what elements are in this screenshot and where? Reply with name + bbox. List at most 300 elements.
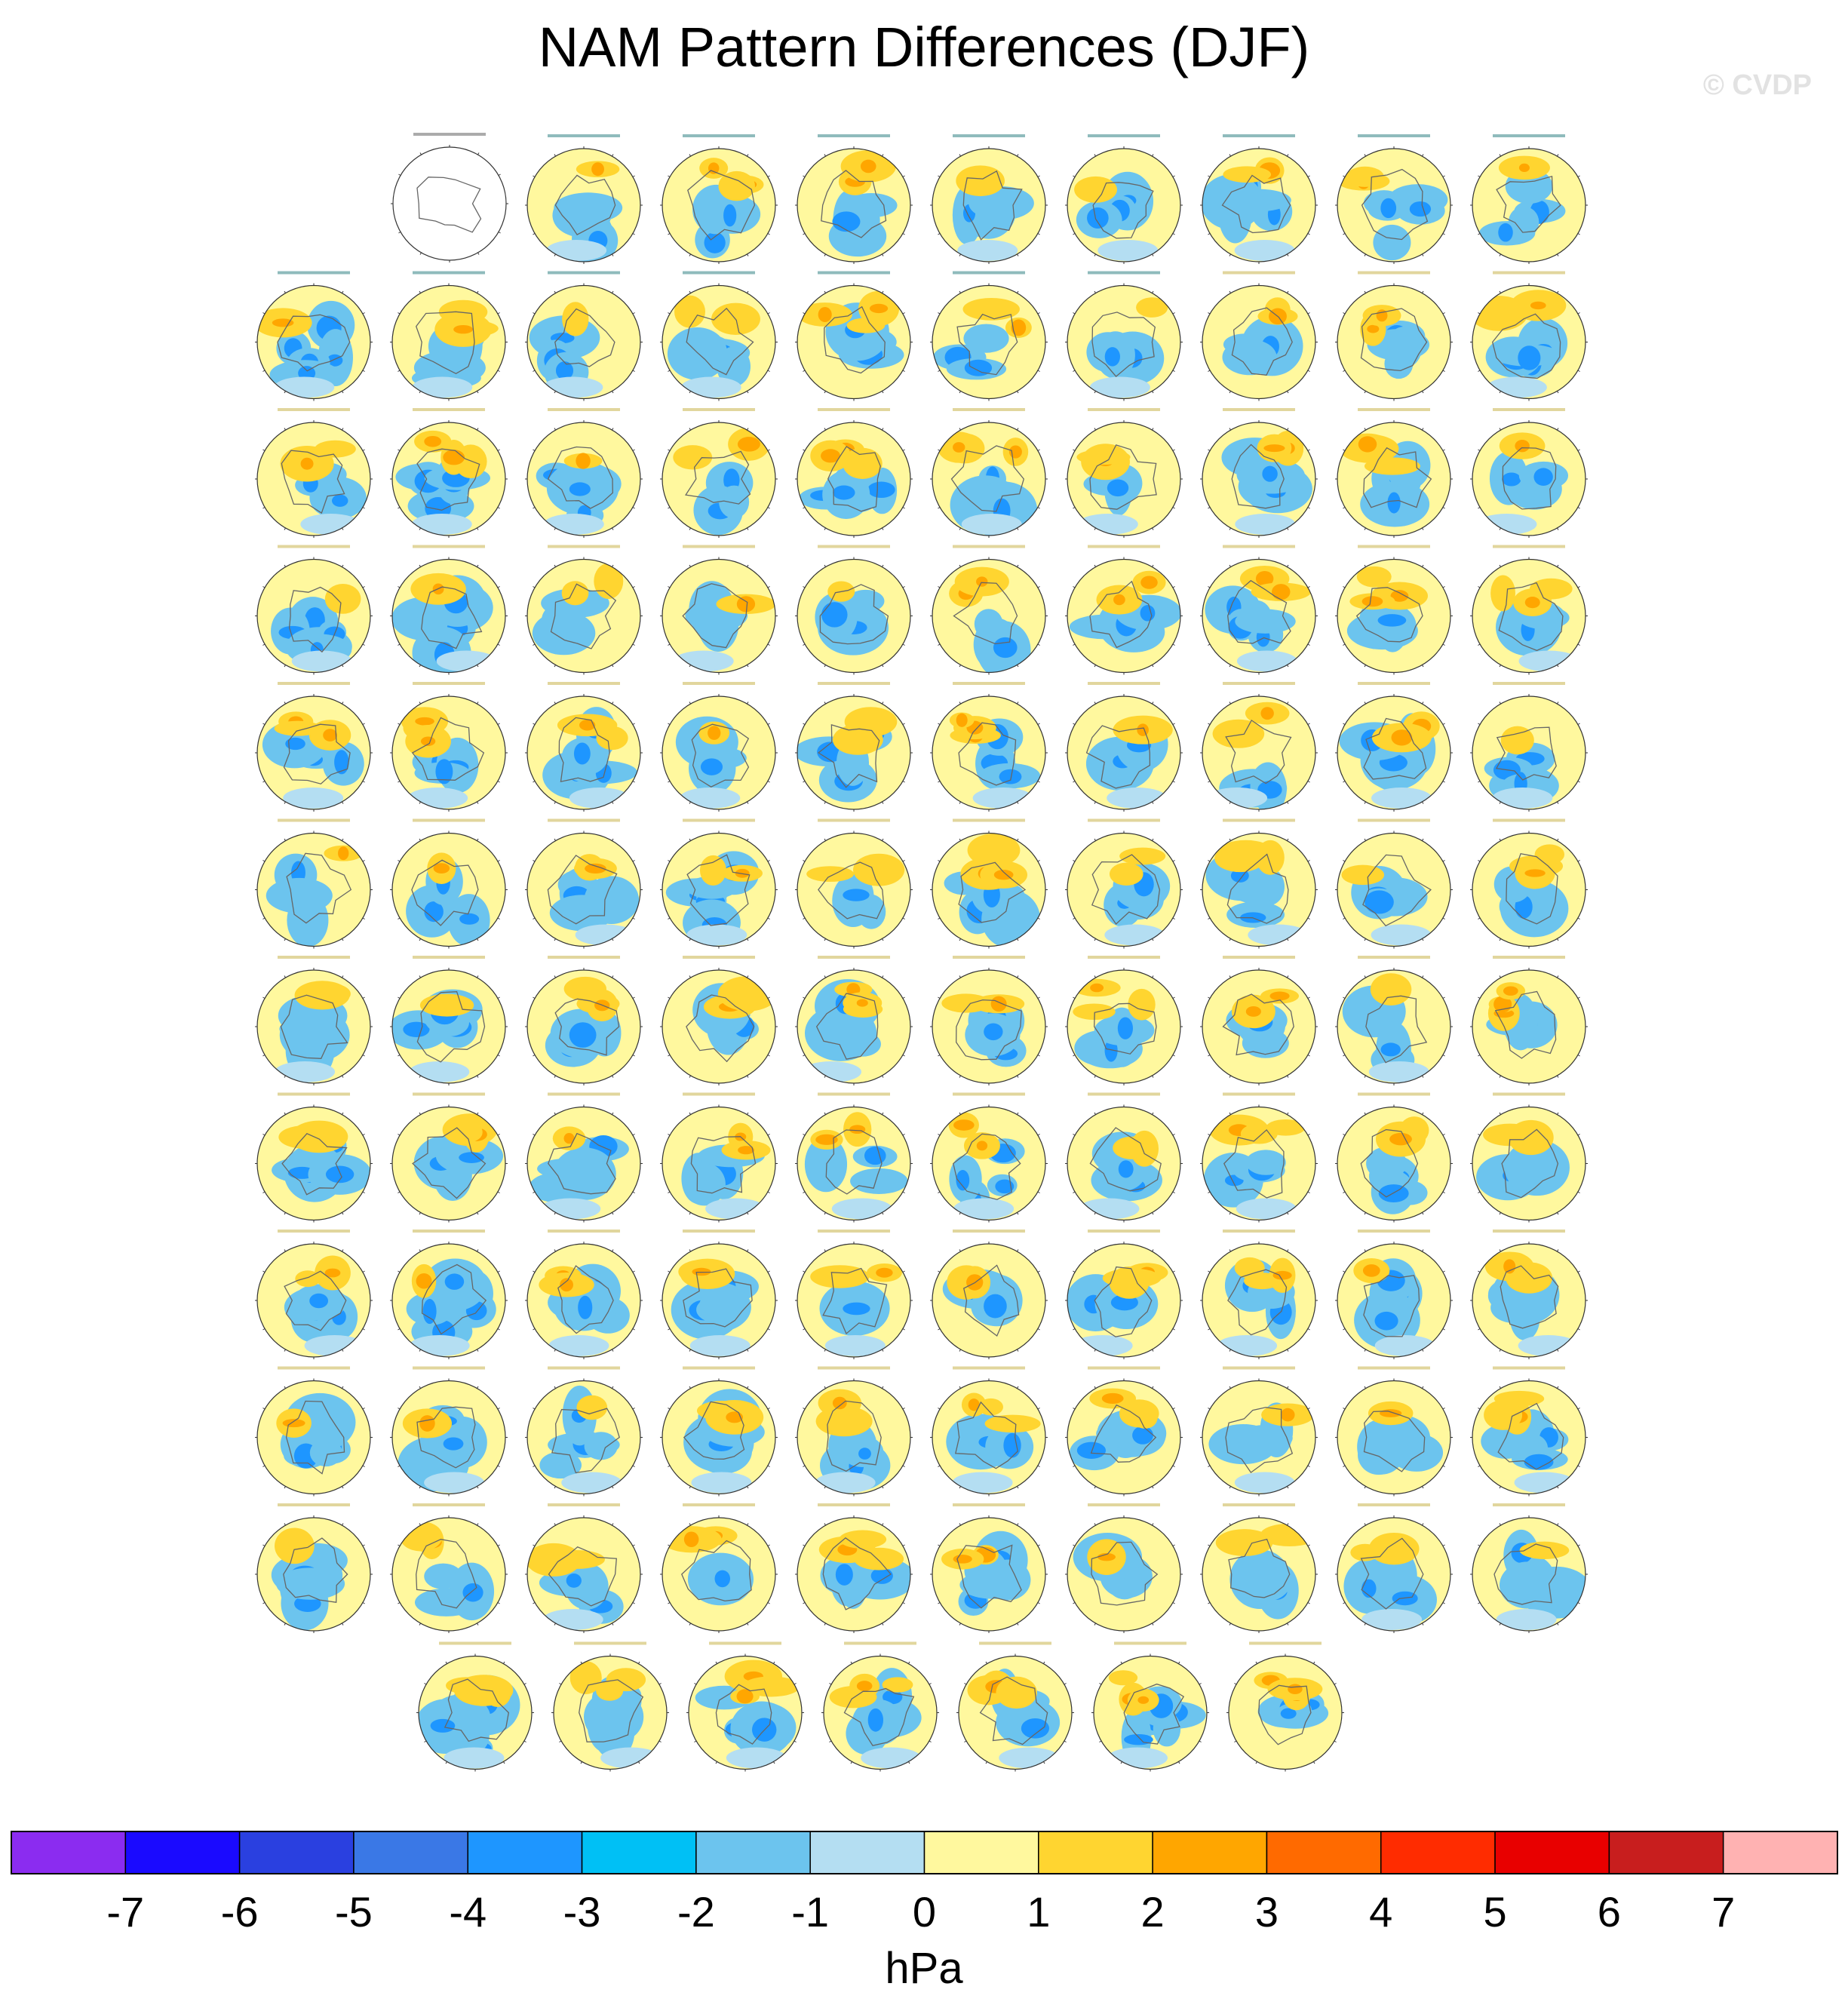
map-tick	[419, 839, 421, 841]
map-tick	[398, 1408, 400, 1410]
panel-subtitle	[1223, 1367, 1295, 1370]
map-tick	[1073, 1603, 1075, 1604]
colorbar-tick-label: -6	[220, 1888, 259, 1936]
polar-map-panel	[1470, 408, 1588, 538]
panel-subtitle	[818, 1503, 890, 1506]
map-tick	[1443, 918, 1445, 920]
map-tick	[363, 918, 365, 920]
panel-subtitle	[1223, 1230, 1295, 1233]
map-tick	[342, 1623, 344, 1626]
map-tick	[633, 1545, 635, 1546]
map-tick	[938, 508, 940, 509]
map-tick	[284, 1212, 286, 1214]
map-tick	[633, 1408, 635, 1410]
map-tick	[1558, 1523, 1559, 1525]
anomaly-negative-strong	[1518, 345, 1540, 370]
map-tick	[1229, 254, 1231, 256]
anomaly-positive	[484, 1678, 511, 1707]
polar-map-panel	[1065, 819, 1183, 949]
map-tick	[903, 644, 905, 646]
map-tick	[554, 1349, 556, 1352]
map-tick	[1229, 1349, 1231, 1352]
map-tick	[1038, 781, 1040, 783]
panel-subtitle	[1088, 1093, 1160, 1096]
anomaly-positive-strong	[323, 729, 337, 741]
polar-map-panel	[1065, 408, 1183, 538]
anomaly-negative-weak	[300, 514, 361, 535]
map-tick	[883, 1623, 884, 1626]
polar-map-panel	[255, 1367, 373, 1497]
map-tick	[903, 176, 905, 177]
map-tick	[1094, 291, 1096, 293]
map-tick	[363, 997, 365, 999]
polar-map-panel	[1335, 1367, 1453, 1497]
panel-subtitle	[953, 134, 1025, 137]
map-tick	[1073, 508, 1075, 509]
map-tick	[342, 1349, 344, 1352]
map-tick	[1173, 508, 1175, 509]
anomaly-positive	[806, 866, 854, 882]
map-tick	[419, 291, 421, 293]
panel-subtitle	[1493, 1367, 1565, 1370]
map-tick	[284, 975, 286, 978]
map-tick	[689, 975, 691, 978]
map-tick	[262, 997, 265, 999]
map-tick	[938, 1408, 940, 1410]
polar-map-panel	[1335, 545, 1453, 675]
map-tick	[1018, 802, 1019, 804]
map-tick	[533, 1271, 535, 1273]
map-tick	[477, 1349, 479, 1352]
anomaly-negative-weak	[292, 651, 352, 672]
map-tick	[689, 154, 691, 156]
map-tick	[1288, 1523, 1289, 1525]
anomaly-positive-strong	[1090, 984, 1104, 992]
polar-map-panel	[660, 1367, 778, 1497]
map-tick	[1094, 839, 1096, 841]
map-tick	[446, 1662, 447, 1664]
map-tick	[1578, 644, 1580, 646]
map-tick	[1229, 1249, 1231, 1251]
map-tick	[1423, 702, 1424, 704]
map-tick	[959, 1349, 961, 1352]
polar-map-panel	[525, 682, 643, 812]
polar-map-panel	[1065, 1503, 1183, 1633]
map-tick	[1478, 997, 1480, 999]
map-tick	[883, 938, 884, 941]
map-tick	[964, 1684, 966, 1685]
anomaly-positive	[854, 1548, 904, 1570]
map-tick	[1423, 391, 1424, 393]
anomaly-negative	[668, 327, 727, 380]
map-tick	[824, 1486, 826, 1488]
map-tick	[903, 1408, 905, 1410]
anomaly-positive-strong	[956, 714, 968, 727]
map-tick	[477, 1076, 479, 1078]
map-tick	[903, 723, 905, 725]
polar-map-panel	[390, 1503, 508, 1633]
map-tick	[1343, 1603, 1345, 1604]
map-tick	[1208, 1055, 1210, 1057]
map-tick	[1038, 644, 1040, 646]
panel-subtitle	[1358, 682, 1430, 685]
map-tick	[883, 391, 884, 393]
anomaly-negative-weak	[1371, 788, 1432, 809]
anomaly-positive	[1223, 166, 1271, 183]
map-tick	[1308, 644, 1310, 646]
map-tick	[1343, 781, 1345, 783]
map-tick	[533, 176, 535, 177]
anomaly-negative-strong	[445, 1273, 465, 1289]
map-tick	[1308, 313, 1310, 315]
anomaly-negative-strong	[1379, 1184, 1409, 1202]
map-tick	[824, 1113, 826, 1115]
panel-subtitle	[1088, 1230, 1160, 1233]
anomaly-positive	[985, 1415, 1041, 1432]
map-tick	[1365, 702, 1366, 704]
panel-subtitle	[953, 956, 1025, 959]
polar-map-panel	[795, 545, 913, 675]
map-tick	[689, 528, 691, 530]
map-tick	[1094, 1523, 1096, 1525]
map-tick	[554, 802, 556, 804]
map-tick	[1173, 781, 1175, 783]
map-tick	[498, 723, 500, 725]
map-tick	[1018, 1523, 1019, 1525]
anomaly-negative-strong	[431, 1719, 456, 1733]
map-tick	[1199, 1741, 1202, 1742]
map-tick	[689, 665, 691, 667]
map-tick	[1443, 644, 1445, 646]
map-tick	[1365, 665, 1366, 667]
map-tick	[1153, 254, 1154, 256]
polar-map-panel	[254, 272, 373, 401]
map-tick	[262, 1055, 265, 1057]
panel-subtitle	[278, 272, 350, 275]
map-tick	[1038, 1329, 1040, 1331]
map-tick	[1558, 1386, 1559, 1389]
map-tick	[1500, 254, 1501, 256]
map-tick	[1153, 975, 1154, 978]
map-tick	[1094, 1212, 1096, 1214]
map-tick	[1208, 723, 1210, 725]
map-tick	[1365, 154, 1366, 156]
map-tick	[1314, 1662, 1315, 1664]
map-tick	[1288, 1249, 1289, 1251]
panel-subtitle	[683, 682, 755, 685]
panel-subtitle	[1358, 1367, 1430, 1370]
panel-subtitle	[1223, 956, 1295, 959]
map-tick	[938, 1271, 940, 1273]
map-tick	[504, 1761, 505, 1764]
map-tick	[559, 1684, 561, 1685]
anomaly-negative-strong	[858, 1448, 871, 1460]
colorbar-swatch	[1381, 1831, 1495, 1874]
map-tick	[1423, 528, 1424, 530]
anomaly-negative-strong	[1262, 466, 1277, 482]
anomaly-negative-weak	[1104, 925, 1165, 946]
map-tick	[1443, 176, 1445, 177]
map-tick	[1578, 450, 1580, 451]
map-tick	[1229, 1386, 1231, 1389]
map-tick	[1500, 528, 1501, 530]
panel-subtitle	[1358, 1503, 1430, 1506]
map-tick	[1018, 428, 1019, 430]
anomaly-negative-strong	[867, 482, 895, 499]
map-tick	[1365, 1212, 1366, 1214]
map-tick	[1334, 1684, 1337, 1685]
map-tick	[1153, 391, 1154, 393]
map-tick	[1073, 861, 1075, 862]
map-tick	[1478, 1466, 1480, 1467]
polar-map-panel	[795, 1093, 913, 1223]
map-tick	[824, 938, 826, 941]
anomaly-negative-weak	[1375, 1335, 1435, 1356]
polar-map-panel	[390, 408, 508, 538]
map-tick	[768, 450, 770, 451]
map-tick	[284, 1349, 286, 1352]
map-tick	[668, 450, 670, 451]
map-tick	[1343, 1134, 1345, 1136]
map-tick	[747, 802, 749, 804]
map-tick	[1256, 1662, 1257, 1664]
map-tick	[498, 370, 500, 372]
map-tick	[803, 1134, 805, 1136]
anomaly-negative-strong	[984, 1294, 1007, 1319]
map-tick	[1153, 565, 1154, 567]
anomaly-negative-weak	[1090, 377, 1150, 398]
anomaly-negative-strong	[326, 1166, 354, 1184]
map-tick	[1288, 528, 1289, 530]
map-tick	[284, 565, 286, 567]
panel-subtitle	[548, 682, 620, 685]
anomaly-negative-strong	[332, 495, 348, 507]
map-tick	[633, 1271, 635, 1273]
map-tick	[1121, 1662, 1122, 1664]
polar-map-panel	[1470, 545, 1588, 675]
map-tick	[883, 702, 884, 704]
map-tick	[1073, 1134, 1075, 1136]
map-tick	[668, 1329, 670, 1331]
panel-subtitle	[1358, 1093, 1430, 1096]
map-tick	[1018, 154, 1019, 156]
map-tick	[668, 1408, 670, 1410]
map-tick	[1500, 154, 1501, 156]
map-tick	[1365, 1349, 1366, 1352]
map-tick	[533, 1466, 535, 1467]
map-tick	[419, 565, 421, 567]
map-tick	[398, 1192, 400, 1193]
colorbar-tick-label: 2	[1140, 1888, 1165, 1936]
panel-subtitle	[1088, 1503, 1160, 1506]
anomaly-positive	[1342, 865, 1385, 886]
map-tick	[1308, 1603, 1310, 1604]
panel-subtitle	[1088, 1367, 1160, 1370]
map-tick	[284, 1076, 286, 1078]
map-tick	[1423, 1249, 1424, 1251]
map-tick	[747, 975, 749, 978]
map-tick	[420, 152, 422, 155]
map-tick	[716, 1662, 717, 1664]
anomaly-negative-weak	[1235, 1472, 1295, 1494]
polar-map-panel	[255, 956, 373, 1085]
map-tick	[1343, 1408, 1345, 1410]
polar-map-panel	[525, 545, 643, 675]
map-tick	[1073, 587, 1075, 588]
map-tick	[1308, 1271, 1310, 1273]
map-tick	[284, 1623, 286, 1626]
anomaly-positive	[845, 707, 898, 736]
map-tick	[363, 1408, 365, 1410]
polar-map-panel	[930, 1503, 1048, 1633]
map-tick	[533, 861, 535, 862]
map-tick	[1208, 918, 1210, 920]
map-tick	[668, 587, 670, 588]
map-tick	[1153, 154, 1154, 156]
map-tick	[768, 370, 770, 372]
colorbar-tick-label: -5	[335, 1888, 373, 1936]
map-tick	[803, 313, 805, 315]
map-tick	[363, 861, 365, 862]
map-tick	[342, 528, 344, 530]
polar-map-panel	[525, 819, 643, 949]
anomaly-positive-strong	[1137, 1696, 1149, 1704]
map-tick	[284, 291, 286, 293]
panel-subtitle	[278, 682, 350, 685]
anomaly-negative-weak	[999, 1748, 1059, 1769]
map-tick	[1423, 254, 1424, 256]
map-tick	[363, 508, 365, 509]
map-tick	[938, 1603, 940, 1604]
map-tick	[964, 1741, 966, 1742]
panel-subtitle	[548, 1093, 620, 1096]
map-tick	[1365, 1113, 1366, 1115]
map-tick	[747, 1486, 749, 1488]
map-tick	[1423, 1113, 1424, 1115]
map-tick	[1229, 665, 1231, 667]
anomaly-negative-weak	[861, 1748, 921, 1769]
anomaly-positive	[1074, 177, 1117, 203]
panel-subtitle	[953, 545, 1025, 548]
map-tick	[903, 1192, 905, 1193]
map-tick	[398, 450, 400, 451]
anomaly-negative-strong	[984, 1024, 1002, 1041]
map-tick	[959, 565, 961, 567]
panel-subtitle	[413, 819, 485, 822]
map-tick	[612, 802, 614, 804]
map-tick	[1558, 802, 1559, 804]
map-tick	[1423, 1386, 1424, 1389]
map-tick	[1365, 938, 1366, 941]
map-tick	[1478, 1408, 1480, 1410]
anomaly-negative-weak	[548, 1335, 609, 1356]
colorbar-swatch	[240, 1831, 354, 1874]
polar-map-panel	[1335, 1230, 1453, 1359]
colorbar-swatch	[125, 1831, 239, 1874]
map-tick	[689, 1386, 691, 1389]
map-tick	[1578, 997, 1580, 999]
map-tick	[554, 1486, 556, 1488]
map-tick	[419, 428, 421, 430]
anomaly-negative-weak	[1236, 1199, 1297, 1220]
map-tick	[1478, 1545, 1480, 1546]
anomaly-positive	[1490, 576, 1515, 612]
panel-subtitle	[1223, 134, 1295, 137]
map-tick	[342, 565, 344, 567]
anomaly-negative-strong	[868, 1709, 883, 1732]
map-tick	[768, 1545, 770, 1546]
map-tick	[883, 291, 884, 293]
map-tick	[959, 291, 961, 293]
anomaly-negative-weak	[424, 1472, 484, 1494]
anomaly-positive-strong	[301, 458, 314, 470]
map-tick	[1018, 1113, 1019, 1115]
map-tick	[1423, 428, 1424, 430]
map-tick	[986, 1761, 987, 1764]
map-tick	[1478, 1329, 1480, 1331]
map-tick	[1099, 1684, 1101, 1685]
polar-map-panel	[1470, 1093, 1588, 1223]
map-tick	[363, 587, 365, 588]
map-tick	[554, 1076, 556, 1078]
anomaly-negative-weak	[726, 1748, 787, 1769]
anomaly-negative-strong	[999, 769, 1022, 784]
polar-map-panel	[1065, 1367, 1183, 1497]
panel-subtitle	[709, 1642, 781, 1645]
colorbar-tick-label: 1	[1027, 1888, 1051, 1936]
map-tick	[1578, 1055, 1580, 1057]
anomaly-positive-strong	[857, 999, 868, 1007]
map-tick	[1064, 1741, 1067, 1742]
polar-map-panel	[255, 682, 373, 812]
map-tick	[1208, 1329, 1210, 1331]
map-tick	[768, 1329, 770, 1331]
map-tick	[1578, 1192, 1580, 1193]
map-tick	[419, 665, 421, 667]
colorbar-swatch	[354, 1831, 468, 1874]
map-tick	[794, 1741, 797, 1742]
panel-subtitle	[953, 1503, 1025, 1506]
map-tick	[959, 154, 961, 156]
map-tick	[659, 1684, 662, 1685]
map-tick	[959, 1113, 961, 1115]
map-tick	[938, 1192, 940, 1193]
map-tick	[477, 428, 479, 430]
map-tick	[1153, 1486, 1154, 1488]
map-tick	[1229, 1623, 1231, 1626]
map-tick	[398, 1603, 400, 1604]
panel-subtitle	[548, 408, 620, 411]
colorbar-tick-label: -2	[677, 1888, 715, 1936]
panel-subtitle	[683, 134, 755, 137]
map-tick	[1018, 665, 1019, 667]
anomaly-negative-weak	[832, 1199, 892, 1220]
map-tick	[689, 1076, 691, 1078]
map-tick	[668, 508, 670, 509]
map-tick	[363, 781, 365, 783]
map-tick	[768, 1134, 770, 1136]
anomaly-positive-strong	[419, 1415, 435, 1432]
map-tick	[668, 370, 670, 372]
map-tick	[1173, 1408, 1175, 1410]
anomaly-positive	[315, 441, 356, 458]
map-tick	[1443, 997, 1445, 999]
polar-map-panel	[1200, 408, 1318, 538]
map-tick	[1478, 644, 1480, 646]
map-tick	[533, 313, 535, 315]
map-tick	[533, 918, 535, 920]
map-tick	[883, 254, 884, 256]
